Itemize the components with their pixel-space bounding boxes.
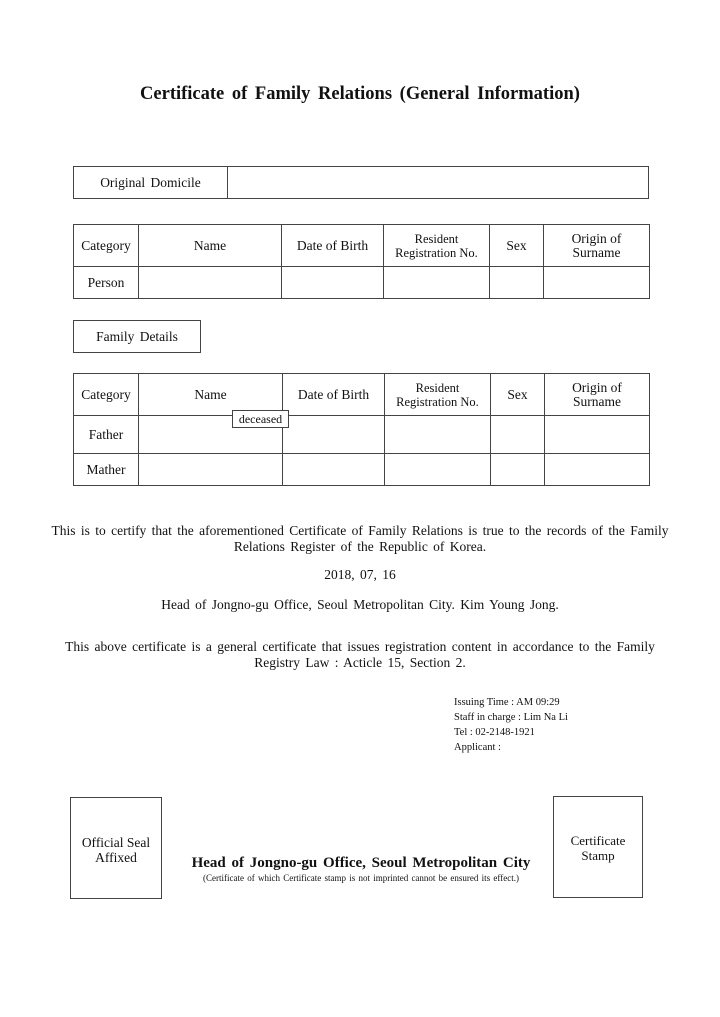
document-title: Certificate of Family Relations (General Information) [140, 84, 580, 104]
row-category-father: Father [74, 416, 139, 454]
certificate-stamp-line1: Certificate [570, 833, 626, 848]
family-details-label: Family Details [73, 320, 201, 353]
cell-date-of-birth [283, 416, 385, 454]
original-domicile-label: Original Domicile [74, 167, 228, 198]
cell-resident-registration-no [384, 267, 490, 299]
cell-sex [491, 416, 545, 454]
cell-origin-of-surname [545, 416, 650, 454]
original-domicile-value [228, 167, 648, 198]
cell-name [139, 267, 282, 299]
footer-note: (Certificate of which Certificate stamp is not imprinted cannot be ensured its effect.) [203, 873, 519, 883]
header-date-of-birth: Date of Birth [283, 374, 385, 416]
official-seal-box [70, 797, 162, 899]
row-category-mather: Mather [74, 454, 139, 486]
cell-origin-of-surname [545, 454, 650, 486]
general-certificate-statement: This above certificate is a general certificate that issues registration content in accordance to the Family Registry Law : Acticle 15, Section 2. [65, 639, 655, 670]
original-domicile-row [73, 166, 649, 199]
cell-name [139, 454, 283, 486]
deceased-tag: deceased [232, 410, 289, 428]
official-seal-line2: Affixed [95, 850, 137, 865]
applicant: Applicant : [454, 742, 501, 753]
telephone: Tel : 02-2148-1921 [454, 727, 535, 738]
cell-sex [491, 454, 545, 486]
issue-date: 2018, 07, 16 [324, 567, 396, 582]
header-date-of-birth: Date of Birth [282, 225, 384, 267]
person-table [73, 224, 650, 299]
official-seal-line1: Official Seal [81, 835, 151, 850]
cell-resident-registration-no [385, 416, 491, 454]
header-sex: Sex [491, 374, 545, 416]
cell-origin-of-surname [544, 267, 650, 299]
header-category: Category [74, 225, 139, 267]
header-name: Name [139, 374, 283, 416]
footer-head-of-office: Head of Jongno-gu Office, Seoul Metropolitan City [191, 855, 531, 871]
row-category-person: Person [74, 267, 139, 299]
head-of-office-line: Head of Jongno-gu Office, Seoul Metropolitan City. Kim Young Jong. [161, 597, 559, 612]
header-resident-registration-no: Resident Registration No. [384, 225, 490, 267]
staff-in-charge: Staff in charge : Lim Na Li [454, 712, 568, 723]
header-name: Name [139, 225, 282, 267]
family-table [73, 373, 650, 486]
certify-statement: This is to certify that the aforementioned Certificate of Family Relations is true to the records of the Family Relations Register of the Republic of Korea. [51, 523, 669, 554]
header-origin-of-surname: Origin of Surname [544, 225, 650, 267]
header-resident-registration-no: Resident Registration No. [385, 374, 491, 416]
cell-date-of-birth [282, 267, 384, 299]
header-origin-of-surname: Origin of Surname [545, 374, 650, 416]
header-category: Category [74, 374, 139, 416]
header-sex: Sex [490, 225, 544, 267]
cell-resident-registration-no [385, 454, 491, 486]
certificate-stamp-box [553, 796, 643, 898]
cell-date-of-birth [283, 454, 385, 486]
certificate-stamp-line2: Stamp [581, 848, 615, 863]
cell-sex [490, 267, 544, 299]
issuing-time: Issuing Time : AM 09:29 [454, 697, 560, 708]
